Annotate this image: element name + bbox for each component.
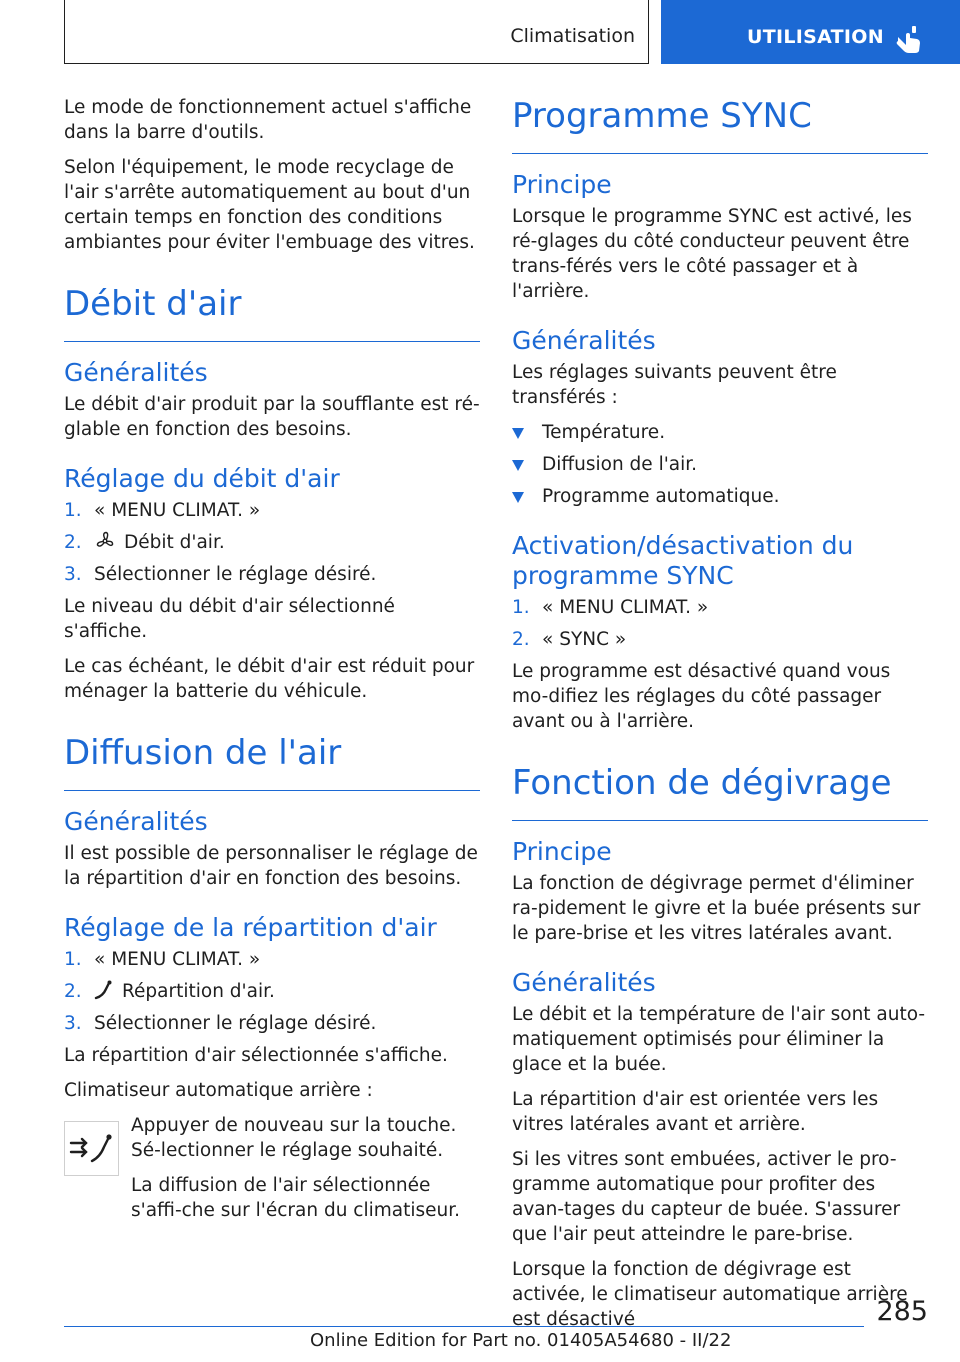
- air-distribution-icon: [94, 980, 114, 1000]
- subheading-activation-sync: Activation/désactivation du programme SYNC: [512, 531, 854, 590]
- paragraph: Lorsque le programme SYNC est activé, les ré-glages du côté conducteur peuvent être trans-férés vers le côté passager et à l'arrière.: [512, 206, 912, 302]
- icon-paragraph-block: [64, 1113, 480, 1223]
- step-number: 2.: [512, 629, 530, 650]
- bullet-text: Programme automatique.: [542, 486, 780, 507]
- paragraph: Le cas échéant, le débit d'air est réduit pour ménager la batterie du véhicule.: [64, 656, 475, 702]
- bullet-text: Diffusion de l'air.: [542, 454, 698, 475]
- bullet-triangle-icon: [512, 492, 524, 503]
- step-number: 2.: [64, 981, 82, 1002]
- step-text: Sélectionner le réglage désiré.: [94, 1013, 377, 1034]
- paragraph: Les réglages suivants peuvent être transférés :: [512, 362, 837, 408]
- step-item: [512, 595, 928, 620]
- subheading-generalites: Généralités: [512, 968, 656, 997]
- heading-programme-sync: Programme SYNC: [512, 95, 928, 154]
- right-column: [512, 95, 928, 1342]
- step-item: [64, 947, 480, 972]
- subheading-generalites: Généralités: [64, 358, 208, 387]
- subheading-generalites: Généralités: [512, 326, 656, 355]
- edition-footer: Online Edition for Part no. 01405A54680 - II/22: [310, 1330, 732, 1351]
- heading-diffusion-air: Diffusion de l'air: [64, 732, 480, 791]
- step-number: 1.: [64, 949, 82, 970]
- paragraph: Le débit et la température de l'air sont auto-matiquement optimisés pour éliminer la glace et la buée.: [512, 1004, 926, 1075]
- page-number: 285: [876, 1296, 928, 1327]
- bullet-item: [512, 484, 928, 509]
- pointing-hand-icon: [895, 24, 923, 54]
- fan-icon: [94, 531, 116, 551]
- step-text: Débit d'air.: [124, 532, 225, 553]
- paragraph: Le programme est désactivé quand vous mo-difiez les réglages du côté passager avant ou à l'arrière.: [512, 661, 891, 732]
- step-item: [64, 979, 480, 1004]
- bullet-triangle-icon: [512, 460, 524, 471]
- left-column: [64, 95, 480, 1233]
- bullet-item: [512, 452, 928, 477]
- paragraph: Le débit d'air produit par la soufflante est ré-glable en fonction des besoins.: [64, 394, 480, 440]
- step-number: 3.: [64, 564, 82, 585]
- paragraph: La répartition d'air sélectionnée s'affiche.: [64, 1045, 448, 1066]
- subheading-generalites: Généralités: [64, 807, 208, 836]
- step-item: [64, 562, 480, 587]
- paragraph: Le niveau du débit d'air sélectionné s'affiche.: [64, 596, 395, 642]
- header-section-box: [64, 0, 649, 64]
- paragraph: La diffusion de l'air sélectionnée s'affi-che sur l'écran du climatiseur.: [131, 1175, 461, 1221]
- section-title: Climatisation: [510, 25, 635, 47]
- step-text: « SYNC »: [542, 629, 627, 650]
- footer-divider: [64, 1326, 864, 1327]
- header-chapter-box: [661, 0, 960, 64]
- heading-debit-air: Débit d'air: [64, 283, 480, 342]
- paragraph: Il est possible de personnaliser le réglage de la répartition d'air en fonction des besoins.: [64, 843, 478, 889]
- paragraph: Si les vitres sont embuées, activer le pro-gramme automatique pour profiter des avan-tages du capteur de buée. S'assurer que l'air peut atteindre le pare-brise.: [512, 1149, 901, 1245]
- paragraph: Lorsque la fonction de dégivrage est activée, le climatiseur automatique arrière est désactivé: [512, 1259, 908, 1330]
- paragraph: Appuyer de nouveau sur la touche. Sé-lectionner le réglage souhaité.: [131, 1115, 457, 1161]
- paragraph: La répartition d'air est orientée vers les vitres latérales avant et arrière.: [512, 1089, 879, 1135]
- heading-fonction-degivrage: Fonction de dégivrage: [512, 762, 928, 821]
- chapter-title: UTILISATION: [747, 26, 884, 48]
- subheading-principe: Principe: [512, 837, 612, 866]
- step-text: « MENU CLIMAT. »: [94, 500, 261, 521]
- subheading-principe: Principe: [512, 170, 612, 199]
- bullet-item: [512, 420, 928, 445]
- bullet-triangle-icon: [512, 428, 524, 439]
- paragraph: Climatiseur automatique arrière :: [64, 1080, 373, 1101]
- step-text: Répartition d'air.: [122, 981, 275, 1002]
- step-number: 2.: [64, 532, 82, 553]
- step-number: 1.: [64, 500, 82, 521]
- step-text: « MENU CLIMAT. »: [94, 949, 261, 970]
- paragraph: La fonction de dégivrage permet d'éliminer ra-pidement le givre et la buée présents sur le pare-brise et les vitres latérales avant.: [512, 873, 921, 944]
- paragraph: Selon l'équipement, le mode recyclage de l'air s'arrête automatiquement au bout d'un certain temps en fonction des conditions ambiantes pour éviter l'embuage des vitres.: [64, 157, 475, 253]
- subheading-reglage-debit: Réglage du débit d'air: [64, 464, 340, 493]
- step-number: 3.: [64, 1013, 82, 1034]
- step-item: [64, 530, 480, 555]
- rear-air-distribution-icon: [64, 1121, 119, 1176]
- paragraph: Le mode de fonctionnement actuel s'affiche dans la barre d'outils.: [64, 97, 472, 143]
- subheading-reglage-repartition: Réglage de la répartition d'air: [64, 913, 437, 942]
- step-item: [64, 1011, 480, 1036]
- step-item: [64, 498, 480, 523]
- step-text: « MENU CLIMAT. »: [542, 597, 709, 618]
- bullet-text: Température.: [542, 422, 666, 443]
- step-number: 1.: [512, 597, 530, 618]
- step-item: [512, 627, 928, 652]
- step-text: Sélectionner le réglage désiré.: [94, 564, 377, 585]
